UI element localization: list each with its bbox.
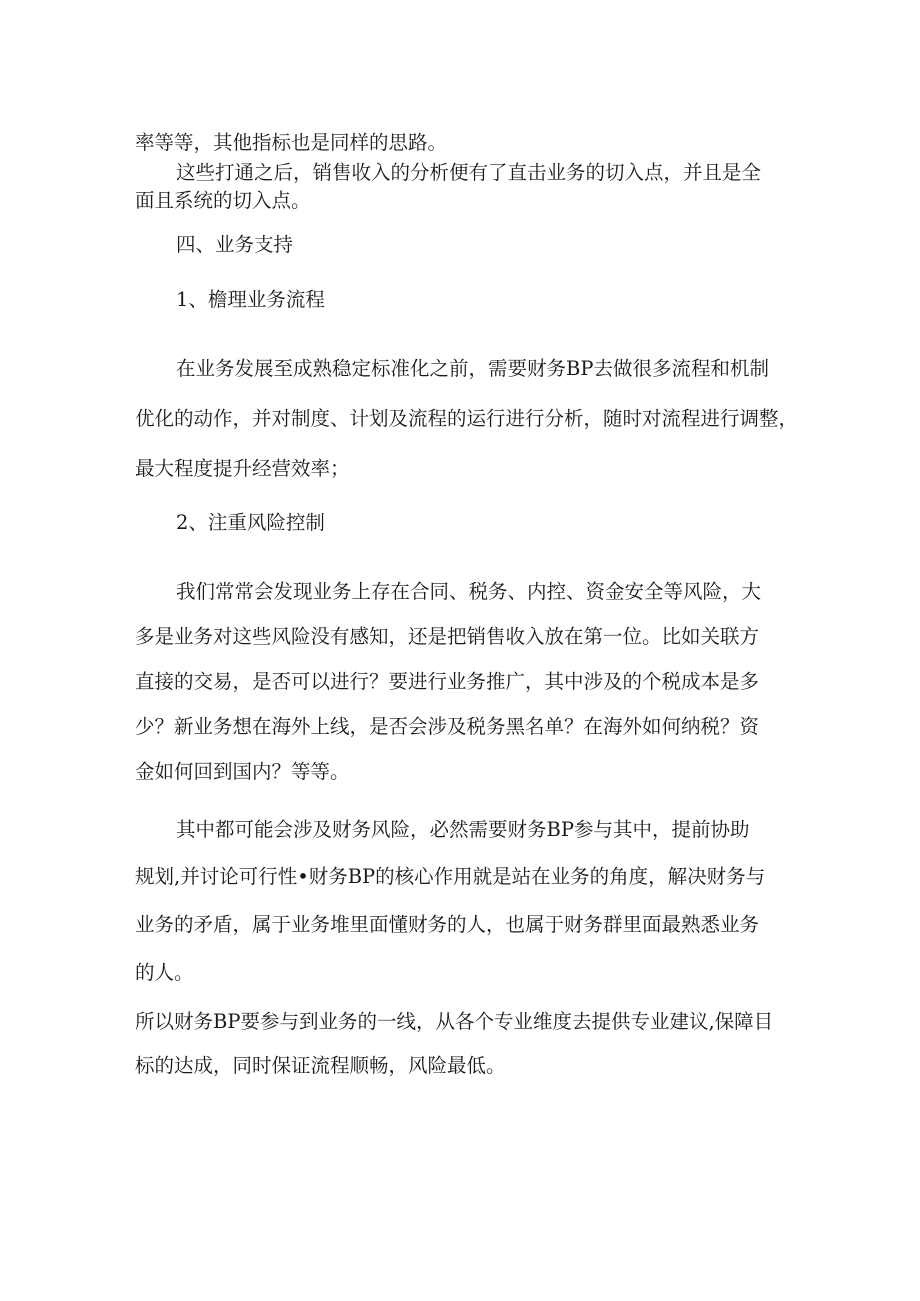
- subsection-heading: 1、檐理业务流程: [176, 288, 325, 311]
- paragraph-line: 优化的动作，并对制度、计划及流程的运行进行分析，随时对流程进行调整，: [135, 407, 799, 430]
- paragraph-line: 我们常常会发现业务上存在合同、税务、内控、资金安全等风险，大: [176, 580, 762, 603]
- paragraph-line: 直接的交易，是否可以进行？要进行业务推广，其中涉及的个税成本是多: [135, 670, 760, 693]
- paragraph-line: 在业务发展至成熟稳定标准化之前，需要财务BP去做很多流程和机制: [176, 357, 769, 380]
- paragraph-line: 标的达成，同时保证流程顺畅，风险最低。: [135, 1054, 506, 1077]
- paragraph-line: 业务的矛盾，属于业务堆里面懂财务的人，也属于财务群里面最熟悉业务: [135, 913, 760, 936]
- paragraph-line: 多是业务对这些风险没有感知，还是把销售收入放在第一位。比如关联方: [135, 625, 760, 648]
- paragraph-line: 面且系统的切入点。: [135, 189, 311, 212]
- paragraph-line: 率等等，其他指标也是同样的思路。: [135, 131, 448, 154]
- paragraph-line: 最大程度提升经营效率；: [135, 457, 350, 480]
- paragraph-line: 规划,并讨论可行性•财务BP的核心作用就是站在业务的角度，解决财务与: [135, 865, 766, 888]
- paragraph-line: 这些打通之后，销售收入的分析便有了直击业务的切入点，并且是全: [176, 161, 762, 184]
- section-heading: 四、业务支持: [176, 233, 294, 256]
- paragraph-line: 所以财务BP要参与到业务的一线，从各个专业维度去提供专业建议,保障目: [135, 1010, 774, 1033]
- paragraph-line: 的人。: [135, 961, 194, 984]
- paragraph-line: 其中都可能会涉及财务风险，必然需要财务BP参与其中，提前协助: [176, 818, 750, 841]
- paragraph-line: 金如何回到国内？等等。: [135, 760, 350, 783]
- paragraph-line: 少？新业务想在海外上线，是否会涉及税务黑名单？在海外如何纳税？资: [135, 715, 760, 738]
- subsection-heading: 2、注重风险控制: [176, 511, 325, 534]
